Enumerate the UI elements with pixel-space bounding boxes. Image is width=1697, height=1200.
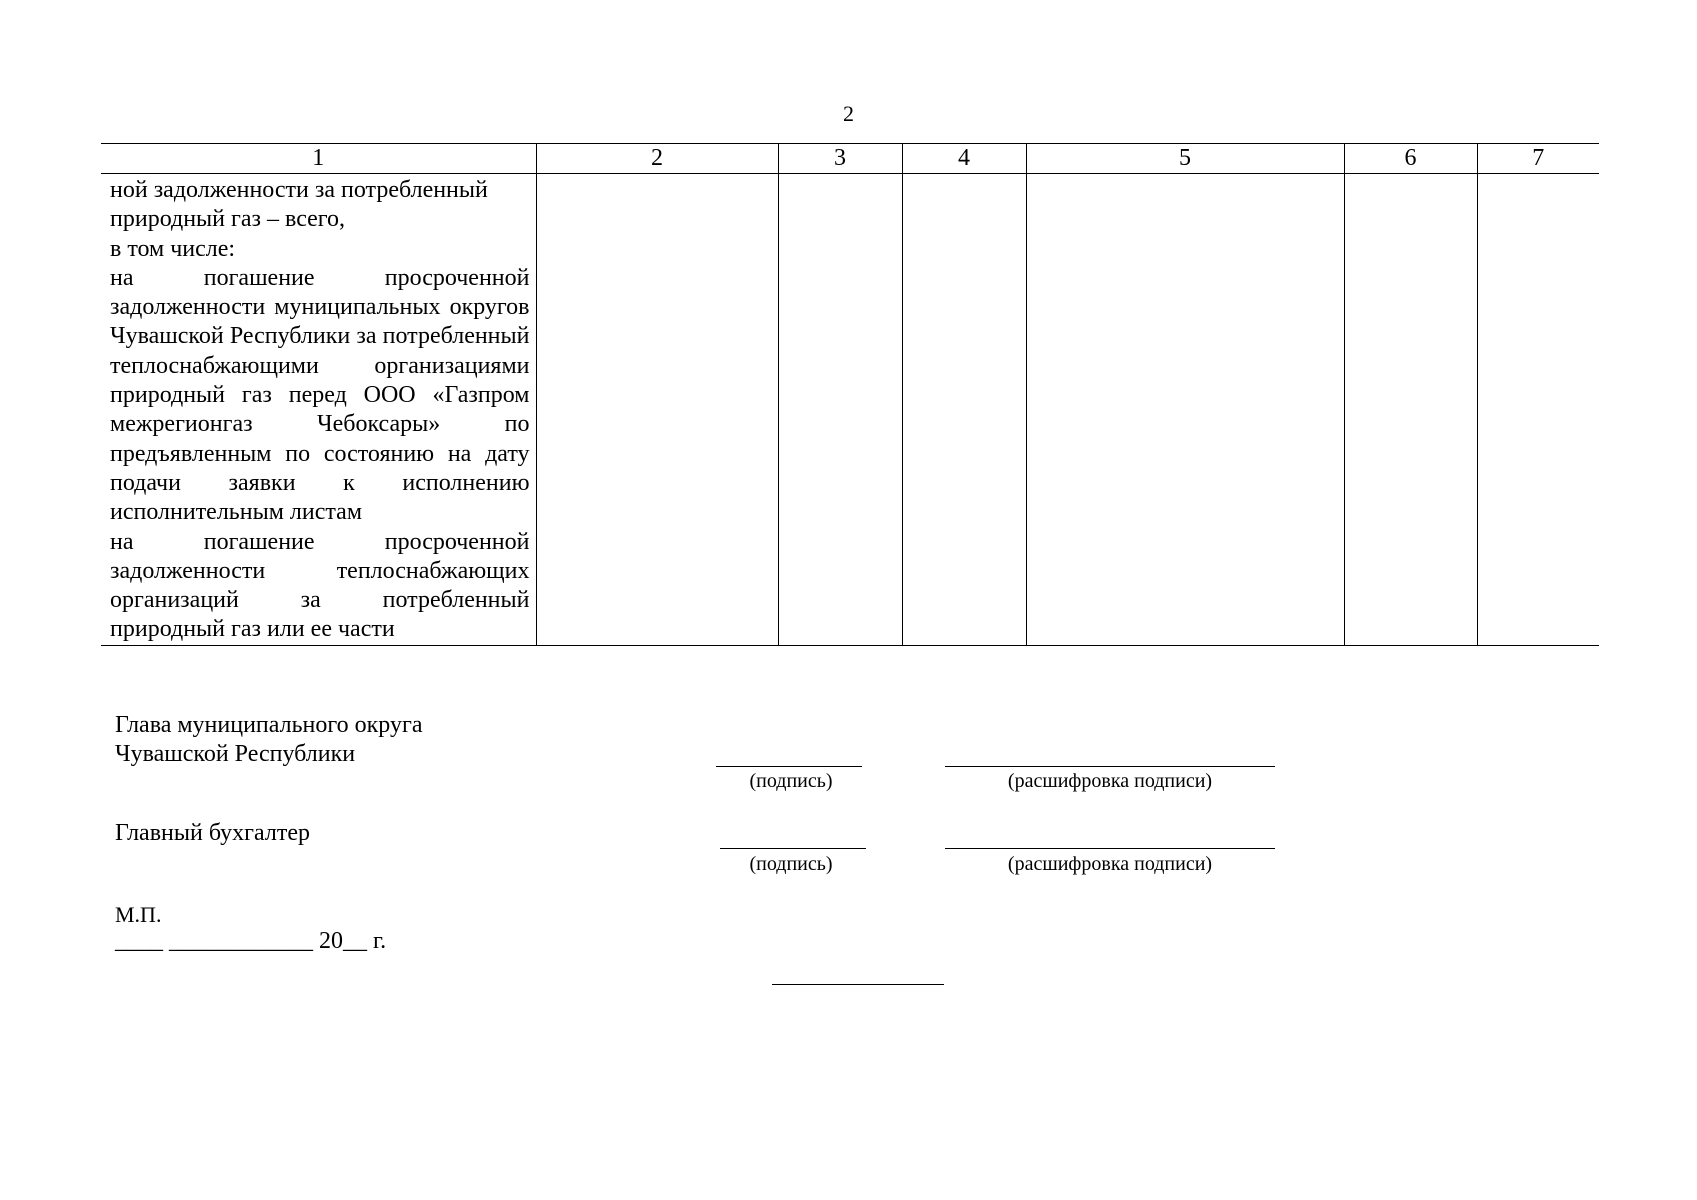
head-title-line1: Глава муниципального округа: [115, 712, 423, 738]
column-header-6: 6: [1344, 144, 1477, 174]
description-paragraph: на погашение просроченной задолженности теплоснабжающих организаций за потребленный природный газ или ее части: [110, 528, 530, 643]
head-title-line2: Чувашской Республики: [115, 741, 356, 767]
head-signature-caption: (подпись): [749, 770, 833, 792]
accountant-signature-caption: (подпись): [749, 853, 833, 875]
column-header-7: 7: [1477, 144, 1599, 174]
accountant-decoding-line: [945, 848, 1275, 849]
head-signature-line: [716, 766, 862, 767]
page-number: 2: [843, 101, 854, 126]
column-header-1: 1: [101, 144, 536, 174]
description-paragraph: в том числе:: [110, 235, 236, 262]
accountant-signature-line: [720, 848, 866, 849]
description-paragraph: на погашение просроченной задолженности муниципальных округов Чувашской Республики за потребленный теплоснабжающими организациями природный газ перед ООО «Газпром межрегионгаз Чебоксары» по предъявленным по состоянию на дату подачи заявки к исполнению исполнительным листам: [110, 264, 530, 526]
stamp-placeholder: М.П.: [115, 902, 162, 927]
head-decoding-caption: (расшифровка подписи): [1007, 770, 1213, 792]
head-decoding-line: [945, 766, 1275, 767]
description-paragraph: ной задолженности за потребленный природный газ – всего,: [110, 177, 488, 233]
column-header-2: 2: [536, 144, 778, 174]
date-line: ____ ____________ 20__ г.: [115, 928, 387, 954]
column-header-4: 4: [902, 144, 1026, 174]
accountant-decoding-caption: (расшифровка подписи): [1007, 853, 1213, 875]
accountant-title: Главный бухгалтер: [115, 820, 310, 846]
end-of-document-line: [772, 984, 944, 985]
column-header-3: 3: [778, 144, 902, 174]
column-header-5: 5: [1026, 144, 1344, 174]
